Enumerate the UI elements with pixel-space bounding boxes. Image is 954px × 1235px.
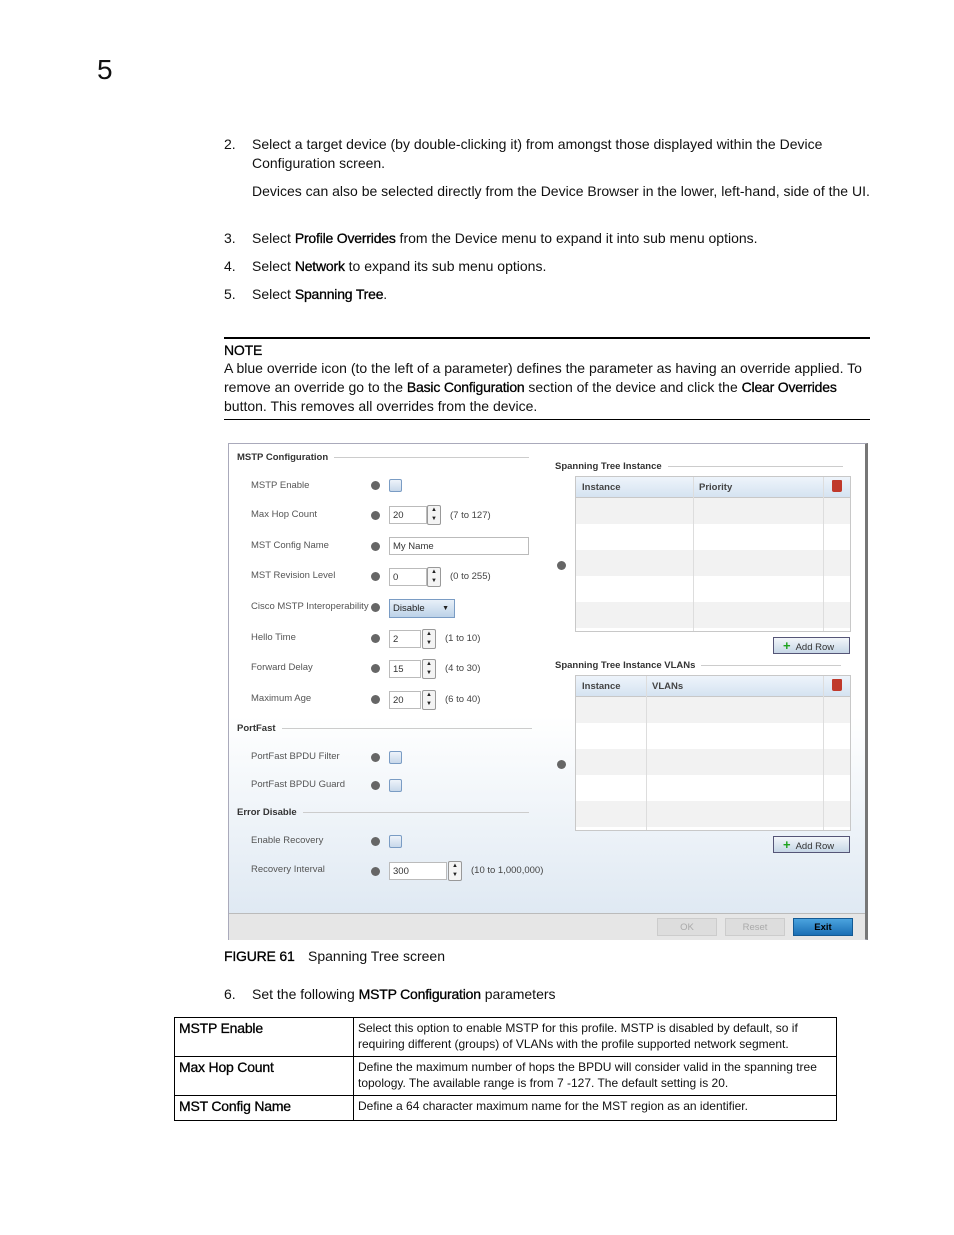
button-label: Add Row	[795, 841, 835, 852]
chapter-number: 5	[97, 54, 113, 85]
step-text	[252, 985, 872, 1004]
section-mstp	[237, 452, 529, 463]
text: button. This removes all overrides from the device.	[224, 398, 538, 414]
column-header[interactable]: Instance	[582, 482, 621, 493]
range-hint: (0 to 255)	[450, 571, 491, 582]
parameter-table	[174, 1017, 837, 1121]
range-hint: (10 to 1,000,000)	[471, 865, 544, 876]
text: parameters	[480, 986, 556, 1002]
reset-button[interactable]: Reset	[725, 918, 785, 936]
step-subtext: Devices can also be selected directly from the Device Browser in the lower, left-hand, side of the UI.	[252, 183, 870, 199]
info-icon[interactable]	[557, 561, 566, 570]
field-label: Recovery Interval	[251, 864, 325, 875]
divider	[334, 457, 529, 458]
section-spanning-tree-vlans	[555, 660, 841, 671]
param-desc: Define the maximum number of hops the BPDU will consider valid in the spanning tree topology. The available range is from 7 -127. The default setting is 20.	[354, 1057, 837, 1096]
column-divider	[823, 676, 824, 830]
text: from the Device menu to expand it into sub menu options.	[395, 230, 758, 246]
bold-term: Clear Overrides	[741, 379, 837, 395]
field-label: Cisco MSTP Interoperability	[251, 601, 369, 612]
hello-time-input[interactable]: 2	[389, 630, 421, 648]
text: Select	[252, 230, 295, 246]
table-row[interactable]	[576, 498, 850, 524]
column-divider	[823, 477, 824, 631]
table-row	[175, 1018, 837, 1057]
text: Select	[252, 258, 295, 274]
param-desc: Define a 64 character maximum name for the MST region as an identifier.	[354, 1096, 837, 1121]
cisco-interop-select[interactable]	[389, 599, 455, 618]
mst-config-name-input[interactable]: My Name	[389, 537, 529, 555]
instance-vlans-table	[575, 675, 851, 831]
info-icon[interactable]	[371, 781, 380, 790]
info-icon[interactable]	[371, 572, 380, 581]
bold-term: Profile Overrides	[294, 230, 396, 246]
note-text	[224, 359, 874, 416]
divider	[701, 665, 841, 666]
add-row-button[interactable]	[773, 637, 850, 654]
step-text	[252, 285, 872, 304]
column-divider	[646, 676, 647, 830]
chevron-down-icon: ▼	[442, 605, 449, 612]
field-label: Forward Delay	[251, 662, 313, 673]
step-number: 6.	[224, 986, 236, 1002]
note-title: NOTE	[224, 342, 263, 358]
text: Set the following	[252, 986, 359, 1002]
bold-term: Basic Configuration	[406, 379, 525, 395]
section-title: PortFast	[237, 723, 276, 734]
section-title: Spanning Tree Instance	[555, 461, 662, 472]
delete-trash-icon[interactable]	[832, 480, 842, 492]
param-name: MSTP Enable	[175, 1018, 354, 1057]
step-text	[252, 257, 872, 276]
delete-trash-icon[interactable]	[832, 679, 842, 691]
spinner-arrows-icon[interactable]: ▲ ▼	[427, 505, 441, 525]
field-label: Enable Recovery	[251, 835, 324, 846]
table-row[interactable]	[576, 775, 850, 801]
text: to expand its sub menu options.	[344, 258, 547, 274]
table-row[interactable]	[576, 524, 850, 550]
field-label: MST Revision Level	[251, 570, 336, 581]
step-number: 2.	[224, 136, 236, 152]
field-label: Max Hop Count	[251, 509, 318, 520]
maximum-age-input[interactable]: 20	[389, 691, 421, 709]
bold-term: Network	[294, 258, 345, 274]
field-label: PortFast BPDU Guard	[251, 779, 345, 790]
section-error-disable	[237, 807, 529, 818]
param-name: Max Hop Count	[175, 1057, 354, 1096]
section-title: Spanning Tree Instance VLANs	[555, 660, 696, 671]
text: .	[383, 286, 388, 302]
bold-term: Spanning Tree	[294, 286, 384, 302]
instance-priority-table	[575, 476, 851, 632]
spinner-arrows-icon[interactable]: ▲ ▼	[427, 567, 441, 587]
forward-delay-input[interactable]: 15	[389, 660, 421, 678]
info-icon[interactable]	[371, 511, 380, 520]
figure-number: FIGURE 61	[224, 948, 295, 964]
info-icon[interactable]	[371, 695, 380, 704]
table-row[interactable]	[576, 723, 850, 749]
plus-icon: +	[783, 638, 791, 653]
bold-term: MSTP Configuration	[358, 986, 481, 1002]
add-row-button[interactable]	[773, 836, 850, 853]
button-label: Add Row	[795, 642, 835, 653]
section-title: Error Disable	[237, 807, 297, 818]
step-number: 5.	[224, 286, 236, 302]
note-top-rule	[224, 337, 870, 339]
table-row[interactable]	[576, 576, 850, 602]
section-title: MSTP Configuration	[237, 452, 329, 463]
field-label: Maximum Age	[251, 693, 312, 704]
spanning-tree-screenshot	[228, 443, 868, 940]
ok-button[interactable]: OK	[657, 918, 717, 936]
table-row[interactable]	[576, 749, 850, 775]
footer-bar	[229, 913, 865, 940]
info-icon[interactable]	[371, 481, 380, 490]
table-row	[175, 1096, 837, 1121]
divider	[303, 812, 529, 813]
bpdu-filter-checkbox[interactable]	[389, 751, 402, 764]
param-name: MST Config Name	[175, 1096, 354, 1121]
spinner-arrows-icon[interactable]: ▲ ▼	[422, 690, 436, 710]
exit-button[interactable]: Exit	[793, 918, 853, 936]
column-header[interactable]: VLANs	[652, 681, 684, 692]
info-icon[interactable]	[371, 603, 380, 612]
section-portfast	[237, 723, 532, 734]
info-icon[interactable]	[371, 753, 380, 762]
spinner-arrows-icon[interactable]: ▲ ▼	[448, 861, 462, 881]
enable-recovery-checkbox[interactable]	[389, 835, 402, 848]
info-icon[interactable]	[371, 867, 380, 876]
table-row	[175, 1057, 837, 1096]
step-text	[252, 229, 872, 248]
field-label: Hello Time	[251, 632, 296, 643]
range-hint: (6 to 40)	[445, 694, 481, 705]
info-icon[interactable]	[557, 760, 566, 769]
table-row[interactable]	[576, 550, 850, 576]
info-icon[interactable]	[371, 542, 380, 551]
plus-icon: +	[783, 837, 791, 852]
field-label: MST Config Name	[251, 540, 329, 551]
divider	[668, 466, 843, 467]
note-bottom-rule	[224, 419, 870, 420]
column-divider	[693, 477, 694, 631]
spinner-arrows-icon[interactable]: ▲ ▼	[422, 629, 436, 649]
text: Select	[252, 286, 295, 302]
column-header[interactable]: Priority	[699, 482, 733, 493]
table-row[interactable]	[576, 697, 850, 723]
figure-title: Spanning Tree screen	[308, 948, 445, 964]
param-desc: Select this option to enable MSTP for this profile. MSTP is disabled by default, so if requiring different (groups) of VLANs with the profile supported network segment.	[354, 1018, 837, 1057]
step-text: Select a target device (by double-clicking it) from amongst those displayed within the Device Configuration screen.	[252, 136, 823, 171]
spinner-arrows-icon[interactable]: ▲ ▼	[422, 659, 436, 679]
column-header[interactable]: Instance	[582, 681, 621, 692]
bpdu-guard-checkbox[interactable]	[389, 779, 402, 792]
field-label: PortFast BPDU Filter	[251, 751, 340, 762]
mstp-enable-checkbox[interactable]	[389, 479, 402, 492]
range-hint: (4 to 30)	[445, 663, 481, 674]
step-number: 4.	[224, 258, 236, 274]
info-icon[interactable]	[371, 837, 380, 846]
info-icon[interactable]	[371, 664, 380, 673]
section-spanning-tree-instance	[555, 461, 843, 472]
max-hop-count-input[interactable]: 20	[389, 506, 427, 524]
recovery-interval-input[interactable]: 300	[389, 862, 447, 880]
mst-revision-level-input[interactable]: 0	[389, 568, 427, 586]
info-icon[interactable]	[371, 634, 380, 643]
table-row[interactable]	[576, 801, 850, 827]
divider	[282, 728, 532, 729]
table-row[interactable]	[576, 602, 850, 628]
step-number: 3.	[224, 230, 236, 246]
select-value: Disable	[393, 603, 425, 614]
text: A blue override icon (to the left of a parameter) defines the parameter as having an override applied. To remove an override go to the	[224, 360, 862, 395]
range-hint: (1 to 10)	[445, 633, 481, 644]
field-label: MSTP Enable	[251, 480, 310, 491]
range-hint: (7 to 127)	[450, 510, 491, 521]
text: section of the device and click the	[524, 379, 742, 395]
